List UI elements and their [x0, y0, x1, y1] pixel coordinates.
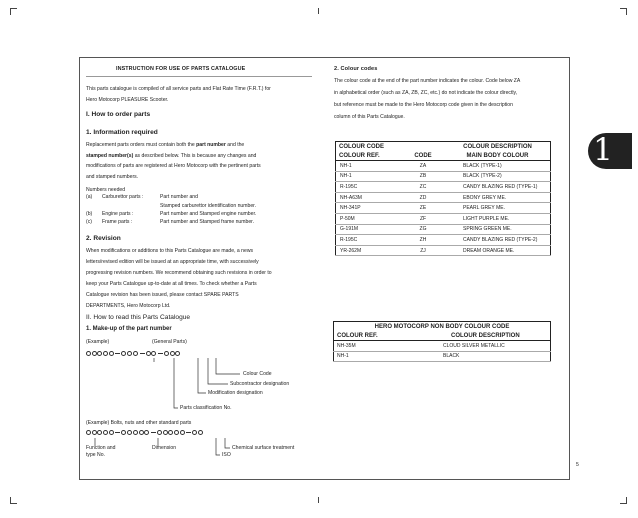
table-header: COLOUR REF. — [337, 332, 378, 339]
table-row: P-50M ZF LIGHT PURPLE ME. — [336, 213, 551, 224]
section-heading: 1. Information required — [86, 129, 158, 136]
table-title: HERO MOTOCORP NON BODY COLOUR CODE — [374, 323, 510, 330]
table-header: COLOUR CODE — [339, 143, 384, 150]
example-label: (Example) Bolts, nuts and other standard parts — [86, 420, 192, 426]
general-parts-label: (General Parts) — [152, 339, 187, 345]
revision-line: letters/revised edition will be issued at an appropriate time, with successively — [86, 259, 259, 265]
diagram-label: Subcontractor designation — [230, 381, 290, 387]
table-row: NH-35M CLOUD SILVER METALLIC — [334, 341, 551, 352]
table-row: NH-1 BLACK — [334, 351, 551, 362]
diagram-label: Parts classification No. — [180, 405, 232, 411]
body-line: stamped number(s) as described below. This is because any changes and — [86, 153, 257, 159]
table-header: COLOUR DESCRIPTION — [451, 332, 520, 339]
chapter-number: 1 — [593, 132, 613, 168]
table-row: NH-A63M ZD EBONY GREY ME. — [336, 192, 551, 203]
table-row: YR-262M ZJ DREAM ORANGE ME. — [336, 245, 551, 256]
diagram-label: Dimension — [152, 445, 177, 451]
number-key: (a) — [86, 194, 93, 200]
number-label: Engine parts : — [102, 211, 134, 217]
number-key: (b) — [86, 211, 93, 217]
colour-codes-line: column of this Parts Catalogue. — [334, 114, 405, 120]
colour-codes-line: in alphabetical order (such as ZA, ZB, ZC, etc.) do not indicate the colour directly, — [334, 90, 518, 96]
table-header: COLOUR REF. — [339, 152, 380, 159]
table-row: NH-1 ZB BLACK (TYPE-2) — [336, 171, 551, 182]
page-number: 5 — [576, 462, 579, 468]
number-desc: Part number and Stamped engine number. — [160, 211, 257, 217]
revision-line: progressing revision numbers. We recommend obtaining such revisions in order to — [86, 270, 272, 276]
section-heading: 2. Revision — [86, 235, 121, 242]
body-line: and stamped numbers. — [86, 174, 139, 180]
section-heading: II. How to read this Parts Catalogue — [86, 314, 191, 321]
diagram-label: Chemical surface treatment — [232, 445, 295, 451]
body-line: modifications of parts are registered at Hero Motocorp with the pertinent parts — [86, 163, 261, 169]
section-heading: I. How to order parts — [86, 111, 151, 118]
table-row: NH-341P ZE PEARL GREY ME. — [336, 203, 551, 214]
diagram-label: Function and — [86, 445, 116, 451]
table-row: R-195C ZC CANDY BLAZING RED (TYPE-1) — [336, 182, 551, 193]
table-row: G-191M ZG SPRING GREEN ME. — [336, 224, 551, 235]
table-header: MAIN BODY COLOUR — [466, 152, 529, 159]
non-body-colour-table — [333, 321, 551, 362]
numbers-needed-label: Numbers needed — [86, 187, 126, 193]
section-heading: 2. Colour codes — [334, 66, 378, 72]
table-header: COLOUR DESCRIPTION — [463, 143, 532, 150]
revision-line: DEPARTMENTS, Hero Motocorp Ltd. — [86, 303, 171, 309]
page-title: INSTRUCTION FOR USE OF PARTS CATALOGUE — [116, 66, 246, 72]
revision-line: When modifications or additions to this Parts Catalogue are made, a news — [86, 248, 254, 254]
number-key: (c) — [86, 219, 92, 225]
diagram-label: Colour Code — [243, 371, 272, 377]
table-row: R-195C ZH CANDY BLAZING RED (TYPE-2) — [336, 235, 551, 246]
intro-line: This parts catalogue is compiled of all service parts and Flat Rate Time (F.R.T.) for — [86, 86, 271, 92]
revision-line: keep your Parts Catalogue up-to-date at all times. To check whether a Parts — [86, 281, 257, 287]
subsection-heading: 1. Make-up of the part number — [86, 326, 172, 332]
number-desc: Part number and Stamped frame number. — [160, 219, 255, 225]
number-desc: Part number and — [160, 194, 198, 200]
table-header: CODE — [414, 152, 432, 159]
intro-line: Hero Motocorp PLEASURE Scooter. — [86, 97, 169, 103]
body-line: Replacement parts orders must contain both the part number and the — [86, 142, 245, 148]
number-label: Carburettor parts : — [102, 194, 144, 200]
revision-line: Catalogue revision has been issued, please contact SPARE PARTS — [86, 292, 239, 298]
standard-part-pattern — [86, 430, 204, 435]
diagram-label: Modification designation — [208, 390, 263, 396]
number-desc: Stamped carburettor identification number. — [160, 203, 256, 209]
colour-code-table — [335, 141, 551, 256]
diagram-label: type No. — [86, 452, 105, 458]
number-label: Frame parts : — [102, 219, 133, 225]
colour-codes-line: but reference must be made to the Hero Motocorp code given in the description — [334, 102, 513, 108]
example-label: (Example) — [86, 339, 110, 345]
table-row: NH-1 ZA BLACK (TYPE-1) — [336, 161, 551, 172]
diagram-label: ISO — [222, 452, 231, 458]
colour-codes-line: The colour code at the end of the part number indicates the colour. Code below ZA — [334, 78, 521, 84]
